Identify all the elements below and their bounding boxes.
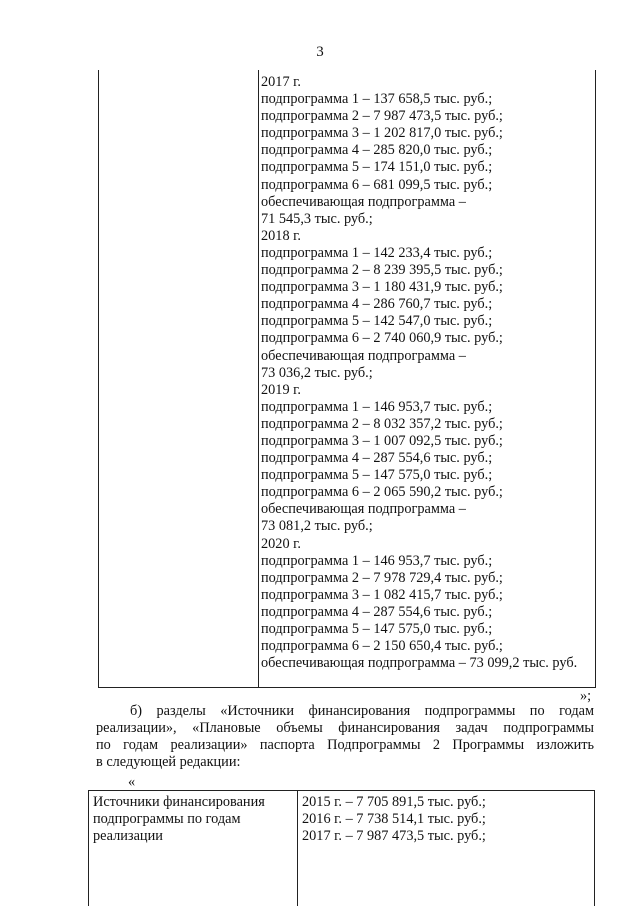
funding-sources-label-cell <box>93 794 293 845</box>
opening-quote: « <box>128 774 136 790</box>
funding-line: подпрограмма 4 – 287 554,6 тыс. руб.; <box>261 603 493 620</box>
funding-line: подпрограмма 5 – 142 547,0 тыс. руб.; <box>261 313 493 330</box>
funding-line: 2017 г. <box>261 74 301 90</box>
funding-line: подпрограмма 3 – 1 180 431,9 тыс. руб.; <box>261 279 503 296</box>
funding-line: подпрограмма 4 – 285 820,0 тыс. руб.; <box>261 142 493 159</box>
funding-line: 2019 г. <box>261 381 301 398</box>
funding-line: 2016 г. – 7 738 514,1 тыс. руб.; <box>302 811 486 828</box>
funding-line: подпрограмма 6 – 681 099,5 тыс. руб.; <box>261 176 493 193</box>
funding-line: подпрограмма 2 – 7 978 729,4 тыс. руб.; <box>261 569 503 586</box>
funding-line: подпрограмма 6 – 2 065 590,2 тыс. руб.; <box>261 484 503 501</box>
label-line: подпрограммы по годам <box>93 811 241 828</box>
closing-quote: »; <box>580 688 592 704</box>
funding-line: подпрограмма 3 – 1 082 415,7 тыс. руб.; <box>261 586 503 603</box>
funding-line: подпрограмма 3 – 1 007 092,5 тыс. руб.; <box>261 432 503 449</box>
funding-line: 73 081,2 тыс. руб.; <box>261 518 373 535</box>
funding-line: подпрограмма 5 – 147 575,0 тыс. руб.; <box>261 467 493 484</box>
funding-line: подпрограмма 2 – 7 987 473,5 тыс. руб.; <box>261 108 503 125</box>
label-line: реализации <box>93 828 163 845</box>
funding-line: 71 545,3 тыс. руб.; <box>261 210 373 227</box>
page-number: 3 <box>316 44 324 60</box>
funding-line: подпрограмма 6 – 2 150 650,4 тыс. руб.; <box>261 638 503 655</box>
funding-by-year-cell <box>261 74 577 672</box>
funding-line: подпрограмма 1 – 142 233,4 тыс. руб.; <box>261 244 493 261</box>
funding-table-continued <box>98 70 596 688</box>
funding-line: обеспечивающая подпрограмма – <box>261 347 466 364</box>
funding-line: подпрограмма 5 – 147 575,0 тыс. руб.; <box>261 621 493 637</box>
paragraph-line: в следующей редакции: <box>96 754 241 770</box>
funding-line: подпрограмма 2 – 8 239 395,5 тыс. руб.; <box>261 262 503 279</box>
subprogram-2-passport-table <box>88 790 595 906</box>
funding-line: обеспечивающая подпрограмма – <box>261 501 466 518</box>
funding-line: 2020 г. <box>261 535 301 552</box>
column-divider <box>258 70 259 687</box>
funding-line: подпрограмма 3 – 1 202 817,0 тыс. руб.; <box>261 125 503 142</box>
funding-sources-values-cell <box>302 794 486 845</box>
funding-line: обеспечивающая подпрограмма – 73 099,2 тыс. руб. <box>261 655 578 672</box>
funding-line: 2015 г. – 7 705 891,5 тыс. руб.; <box>302 794 486 810</box>
funding-line: подпрограмма 5 – 174 151,0 тыс. руб.; <box>261 159 493 176</box>
funding-line: подпрограмма 6 – 2 740 060,9 тыс. руб.; <box>261 330 503 347</box>
funding-line: подпрограмма 1 – 146 953,7 тыс. руб.; <box>261 398 493 415</box>
funding-line: подпрограмма 2 – 8 032 357,2 тыс. руб.; <box>261 415 503 432</box>
funding-line: подпрограмма 4 – 287 554,6 тыс. руб.; <box>261 450 493 467</box>
paragraph-line: б) разделы «Источники финансирования подпрограммы по годам <box>130 703 594 719</box>
label-line: Источники финансирования <box>93 794 265 810</box>
column-divider <box>297 791 298 906</box>
paragraph-line: по годам реализации» паспорта Подпрограммы 2 Программы изложить <box>96 737 594 753</box>
funding-line: 2018 г. <box>261 227 301 244</box>
funding-line: подпрограмма 1 – 146 953,7 тыс. руб.; <box>261 552 493 569</box>
funding-line: 2017 г. – 7 987 473,5 тыс. руб.; <box>302 828 486 845</box>
paragraph-line: реализации», «Плановые объемы финансирования задач подпрограммы <box>96 720 594 736</box>
funding-line: обеспечивающая подпрограмма – <box>261 193 466 210</box>
funding-line: подпрограмма 1 – 137 658,5 тыс. руб.; <box>261 91 493 108</box>
amendment-paragraph <box>96 703 594 771</box>
funding-line: 73 036,2 тыс. руб.; <box>261 364 373 381</box>
funding-line: подпрограмма 4 – 286 760,7 тыс. руб.; <box>261 296 493 313</box>
